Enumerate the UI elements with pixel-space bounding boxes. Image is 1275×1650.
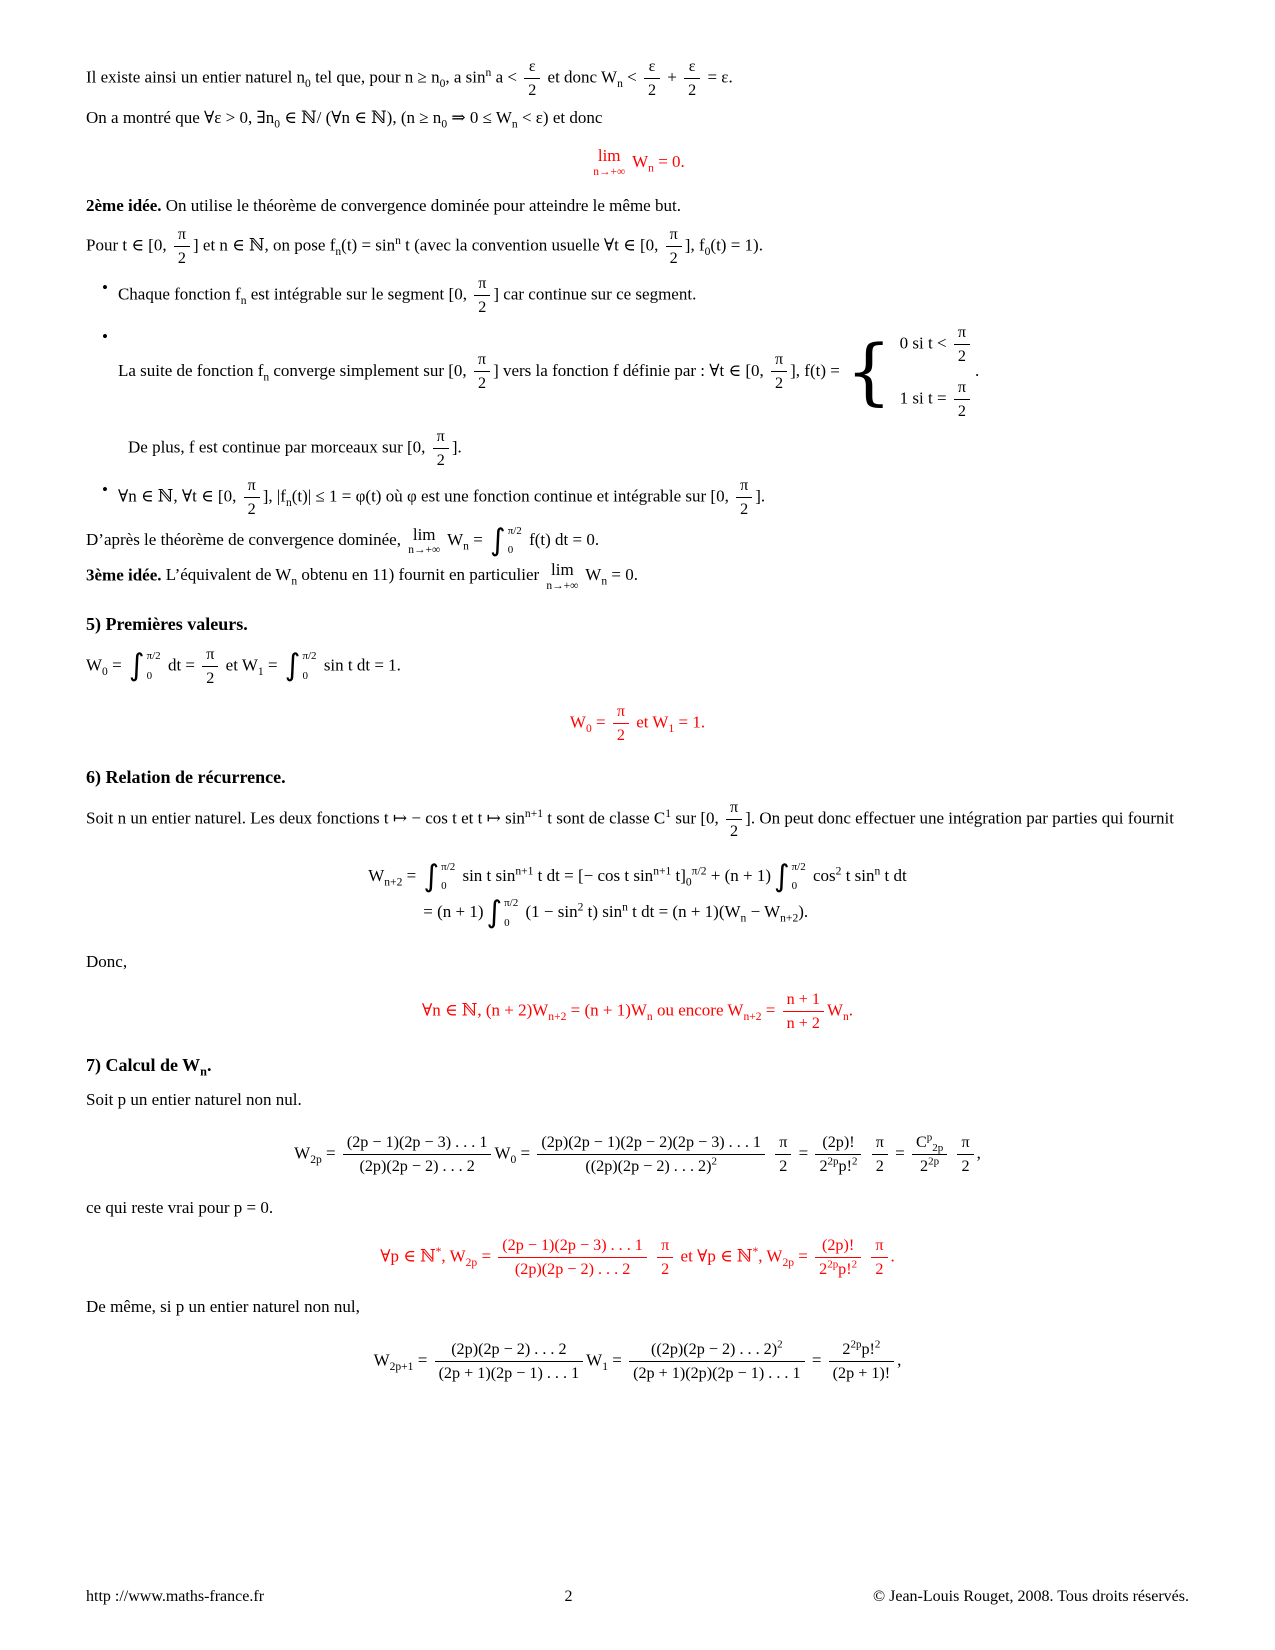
equation-w2p-result: ∀p ∈ ℕ*, $W_{2p}$ = $\frac{(2p - 1)(2p - 3) . . . 1}{(2p)(2p - 2) . . . 2}$ $\frac{\pi}{2}$ et ∀p ∈ ℕ*, $W_{2p}$ = $\frac{(2p)!}{2^{2p}p!^2}$ $\frac{\pi}{2}$ . bbox=[380, 1237, 895, 1279]
piecewise-definition bbox=[846, 322, 973, 422]
equation-w2p-plus-1: $W_{2p+1}$ = $\frac{(2p)(2p - 2) . . . 2}{(2p + 1)(2p - 1) . . . 1}$ $W_1$ = $\frac{((2p)(2p - 2) . . . 2)^2}{(2p + 1)(2p)(2p - 1) . . . 1}$ = $\frac{2^{2p}p!^2}{(2p + 1)!}$ , bbox=[373, 1338, 902, 1382]
paragraph-dominated-convergence: D’après le théorème de convergence dominée, lim n→+∞ $W_n$ = ∫ π/2 0 f(t) dt = 0. bbox=[86, 522, 600, 558]
paragraph-true-for-p-zero: ce qui reste vrai pour p = 0. bbox=[86, 1197, 274, 1217]
footer-copyright: © Jean-Louis Rouget, 2008. Tous droits réservés. bbox=[872, 1588, 1189, 1605]
second-idea-label: 2ème idée. bbox=[86, 196, 162, 216]
equation-w2p: $W_{2p}$ = $\frac{(2p - 1)(2p - 3) . . . 1}{(2p)(2p - 2) . . . 2}$ $W_0$ = $\frac{(2p)(2p - 1)(2p - 2)(2p - 3) . . . 1}{((2p)(2p - 2) . . . 2)^2}$ $\frac{\pi}{2}$ = $\frac{(2p)!}{2^{2p}p!^2}$ $\frac{\pi}{2}$ = $\frac{C^p_{2p}}{2^{2p}}$ $\frac{\pi}{2}$ , bbox=[294, 1131, 981, 1175]
bullet-icon: • bbox=[102, 326, 108, 346]
third-idea-label: 3ème idée. bbox=[86, 565, 162, 585]
equation-block bbox=[368, 858, 907, 931]
paragraph-recurrence-setup: Soit n un entier naturel. Les deux fonctions t ↦ − cos t et t ↦ $\sin^{n+1} t$ sont de classe $C^1$ sur [0, $\frac{\pi}{2}$ ]. On peut donc effectuer une intégration par parties qui fournit bbox=[86, 798, 1174, 840]
equation-line-1: $W_{n+2}$ = ∫ π/2 0 sin t $\sin^{n+1} t$ dt = [− cos t $\sin^{n+1} t]_0^{\pi/2} + (n + 1)$ ∫ π/2 0 $\cos^2 t$ $\sin^n t$ dt bbox=[368, 858, 907, 894]
paragraph-piecewise-continuous: De plus, f est continue par morceaux sur [0, $\frac{\pi}{2}$ ]. bbox=[128, 427, 462, 469]
page-number: 2 bbox=[564, 1588, 573, 1605]
main-text bbox=[86, 56, 1189, 1384]
paragraph-second-idea bbox=[86, 191, 1189, 222]
equation-recurrence: ∀n ∈ ℕ, $(n + 2)W_{n+2} = (n + 1)W_n$ ou encore $W_{n+2}$ = $\frac{n + 1}{n + 2}$ $W_n$. bbox=[421, 991, 854, 1033]
section-6-heading: 6) Relation de récurrence. bbox=[86, 766, 286, 787]
paragraph-let-p: Soit p un entier naturel non nul. bbox=[86, 1090, 302, 1110]
equation-integration-by-parts bbox=[86, 858, 1189, 931]
convergence-statement: La suite de fonction $f_n$ converge simplement sur [0, $\frac{\pi}{2}$ ] vers la fonction f définie par : ∀t ∈ [0, $\frac{\pi}{2}$ ], f(t) = bbox=[117, 351, 840, 393]
bullet-integrable-text: Chaque fonction $f_n$ est intégrable sur le segment [0, $\frac{\pi}{2}$ ] car continue sur ce segment. bbox=[117, 274, 697, 316]
equation-line-2: = (n + 1) ∫ π/2 0 $(1 - \sin^2 t)$ $\sin^n t$ dt = $(n + 1)(W_n - W_{n+2})$. bbox=[423, 895, 809, 931]
case-line-2: 1 si t = $\frac{\pi}{2}$ bbox=[900, 377, 973, 422]
third-idea-text: L’équivalent de $W_n$ obtenu en 11) fournit en particulier lim n→+∞ $W_n = 0$. bbox=[165, 560, 638, 592]
bullet-domination bbox=[102, 475, 1189, 520]
paragraph-de-meme: De même, si p un entier naturel non nul, bbox=[86, 1297, 360, 1317]
bullet-icon: • bbox=[102, 479, 108, 499]
section-5-heading: 5) Premières valeurs. bbox=[86, 613, 248, 634]
paragraph-first-values: $W_0$ = ∫ π/2 0 dt = $\frac{\pi}{2}$ et $W_1$ = ∫ π/2 0 sin t dt = 1. bbox=[86, 645, 401, 687]
equation-limit-zero: lim n→+∞ $W_n = 0$. bbox=[593, 146, 685, 178]
paragraph-quantifier-summary: On a montré que ∀ε > 0, $\exists n_0$ ∈ ℕ/ (∀n ∈ ℕ), ($n \ge n_0$ ⇒ $0 \le W_n < \varepsilon$) et donc bbox=[86, 108, 603, 131]
bullet-simple-convergence-text bbox=[118, 322, 1189, 422]
section-7-heading: 7) Calcul de $W_n$. bbox=[86, 1055, 212, 1079]
bullet-integrable bbox=[102, 273, 1189, 318]
bullet-simple-convergence bbox=[102, 322, 1189, 422]
cases-lines bbox=[900, 322, 973, 422]
page-footer bbox=[86, 1588, 1189, 1606]
bullet-icon: • bbox=[102, 277, 108, 297]
footer-url: http ://www.maths-france.fr bbox=[86, 1588, 265, 1605]
paragraph-donc: Donc, bbox=[86, 951, 128, 971]
bullet-domination-text: ∀n ∈ ℕ, ∀t ∈ [0, $\frac{\pi}{2}$ ], $|f_n(t)| \le 1 = \varphi(t)$ où φ est une fonction continue et intégrable sur [0, $\frac{\pi}{2}$ ]. bbox=[117, 476, 766, 518]
case-line-1: 0 si t < $\frac{\pi}{2}$ bbox=[900, 322, 973, 367]
equation-first-values: $W_0$ = $\frac{\pi}{2}$ et $W_1 = 1$. bbox=[569, 702, 706, 744]
second-idea-text: On utilise le théorème de convergence dominée pour atteindre le même but. bbox=[165, 196, 681, 216]
paragraph-epsilon-argument: Il existe ainsi un entier naturel $n_0$ tel que, pour $n \ge n_0$, a $\sin^n a$ < $\frac{\varepsilon}{2}$ et donc $W_n$ < $\frac{\varepsilon}{2}$ + $\frac{\varepsilon}{2}$ = ε. bbox=[86, 58, 733, 99]
paragraph-third-idea bbox=[86, 560, 1189, 593]
paragraph-fn-definition: Pour t ∈ [0, $\frac{\pi}{2}$ ] et n ∈ ℕ, on pose $f_n(t) = \sin^n t$ (avec la convention usuelle ∀t ∈ [0, $\frac{\pi}{2}$ ], $f_0(t) = 1$). bbox=[86, 225, 763, 267]
cases-period: . bbox=[974, 360, 980, 380]
cases-brace: { bbox=[845, 329, 892, 414]
